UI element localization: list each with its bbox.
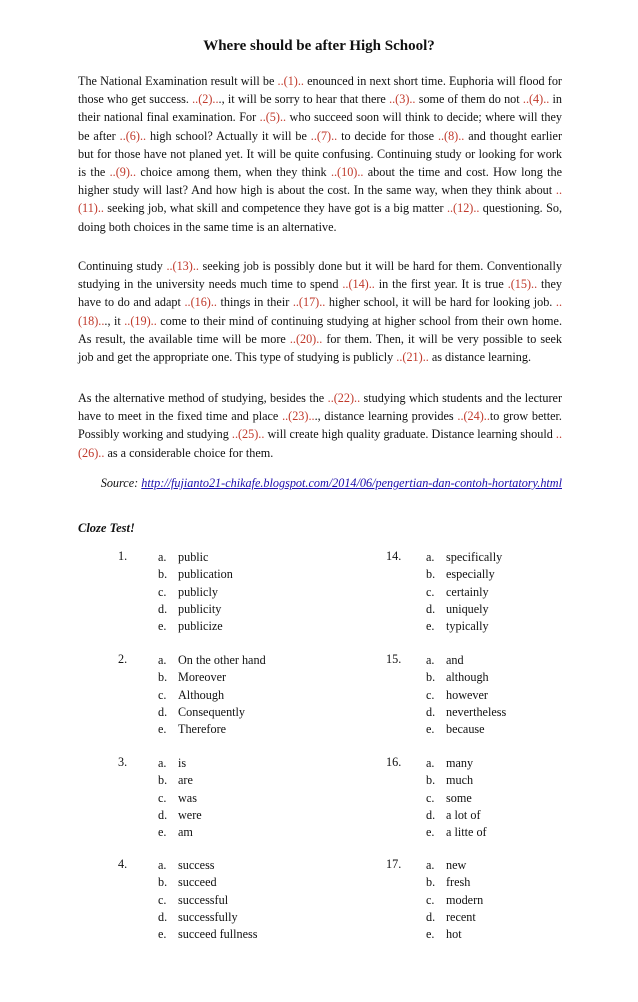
option-letter: c. xyxy=(158,790,167,805)
option-letter: a. xyxy=(426,653,435,667)
option-letter: e. xyxy=(158,927,167,942)
paragraph-text: some of them do not xyxy=(415,92,523,107)
question-number: 1. xyxy=(118,549,128,563)
answer-option[interactable] xyxy=(426,721,506,738)
option-text: however xyxy=(446,687,488,702)
option-letter: e. xyxy=(426,927,435,942)
option-letter: b. xyxy=(158,567,168,582)
answer-option[interactable] xyxy=(426,807,487,824)
option-text: hot xyxy=(446,927,462,942)
option-letter: b. xyxy=(426,670,436,685)
paragraph-text: to grow better. Possibly working and studying xyxy=(78,409,562,442)
option-letter: b. xyxy=(426,875,436,890)
paragraph-text: ., distance learning provides xyxy=(314,409,458,424)
option-letter: b. xyxy=(426,567,436,582)
answer-option[interactable] xyxy=(158,566,233,583)
option-text: successful xyxy=(178,892,229,907)
answer-option[interactable] xyxy=(158,824,202,841)
option-text: and xyxy=(446,653,464,667)
option-text: although xyxy=(446,670,489,685)
option-list xyxy=(158,652,266,738)
paragraph-text: ., it will be sorry to hear that there xyxy=(218,92,390,107)
option-letter: c. xyxy=(158,584,167,599)
blank-marker: ..(16).. xyxy=(184,295,217,310)
paragraph-text: seeking job, what skill and competence they have got is a big matter xyxy=(103,201,447,216)
question-number: 16. xyxy=(386,755,402,769)
option-text: publicly xyxy=(178,584,218,599)
blank-marker: ..(17).. xyxy=(292,295,326,310)
answer-option[interactable] xyxy=(426,618,502,635)
answer-option[interactable] xyxy=(426,926,483,943)
option-text: Therefore xyxy=(178,722,227,737)
answer-option[interactable] xyxy=(426,549,502,566)
answer-option[interactable] xyxy=(158,772,202,789)
option-text: publication xyxy=(178,567,233,582)
paragraph-text: things in their xyxy=(216,295,293,310)
option-list xyxy=(426,857,483,943)
option-text: many xyxy=(446,756,474,770)
blank-marker: ..(14).. xyxy=(342,277,375,292)
paragraph-text: who succeed soon will think to decide; where will they be after xyxy=(78,110,562,143)
source-link[interactable]: http://fujianto21-chikafe.blogspot.com/2014/06/pengertian-dan-contoh-hortatory.html xyxy=(141,476,562,490)
option-text: nevertheless xyxy=(446,704,507,719)
blank-marker: ..(25).. xyxy=(231,427,265,442)
paragraph-text: As the alternative method of studying, besides the xyxy=(78,391,328,405)
paragraph-2 xyxy=(78,257,562,366)
option-letter: d. xyxy=(426,909,436,924)
option-letter: d. xyxy=(158,807,168,822)
answer-option[interactable] xyxy=(158,704,266,721)
answer-option[interactable] xyxy=(426,874,483,891)
blank-marker: ..(2).. xyxy=(192,92,219,107)
paragraph-3 xyxy=(78,389,562,462)
question-number: 4. xyxy=(118,857,128,871)
option-letter: b. xyxy=(158,875,168,890)
option-text: uniquely xyxy=(446,601,489,616)
answer-option[interactable] xyxy=(426,566,502,583)
option-text: successfully xyxy=(178,909,238,924)
paragraph-text: The National Examination result will be xyxy=(78,74,278,88)
question-number: 14. xyxy=(386,549,402,563)
answer-option[interactable] xyxy=(158,669,266,686)
option-letter: e. xyxy=(426,825,435,840)
answer-option[interactable] xyxy=(158,652,266,669)
option-letter: a. xyxy=(426,858,435,872)
option-letter: d. xyxy=(158,704,168,719)
paragraph-text: higher school, it will be hard for looking job. xyxy=(325,295,556,310)
blank-marker: ..(21).. xyxy=(396,350,429,365)
option-list xyxy=(426,755,487,841)
answer-option[interactable] xyxy=(426,772,487,789)
option-letter: b. xyxy=(158,773,168,788)
paragraph-1 xyxy=(78,72,562,236)
answer-option[interactable] xyxy=(158,584,233,601)
source-citation xyxy=(78,474,562,492)
option-letter: c. xyxy=(426,790,435,805)
blank-marker: ..(9).. xyxy=(109,165,137,180)
answer-option[interactable] xyxy=(158,857,258,874)
option-text: Moreover xyxy=(178,670,227,685)
option-letter: c. xyxy=(158,687,167,702)
option-letter: e. xyxy=(158,825,167,840)
blank-marker: .(15).. xyxy=(507,277,538,292)
option-text: public xyxy=(178,550,209,564)
option-text: Although xyxy=(178,687,225,702)
answer-option[interactable] xyxy=(158,874,258,891)
option-letter: e. xyxy=(158,722,167,737)
paragraph-text: come to their mind of continuing studying at higher school from their own home. As result, the available time will be more xyxy=(78,313,562,346)
paragraph-text: they have to do and adapt xyxy=(78,277,562,310)
option-letter: b. xyxy=(158,670,168,685)
blank-marker: ..(23).. xyxy=(282,409,315,424)
option-letter: d. xyxy=(158,909,168,924)
option-letter: a. xyxy=(158,550,167,564)
blank-marker: ..(18).. xyxy=(78,295,562,328)
option-letter: a. xyxy=(426,550,435,564)
question-number: 3. xyxy=(118,755,128,769)
answer-option[interactable] xyxy=(426,687,506,704)
answer-option[interactable] xyxy=(426,652,506,669)
paragraph-text: will create high quality graduate. Distance learning should xyxy=(264,427,556,442)
answer-option[interactable] xyxy=(158,549,233,566)
option-letter: d. xyxy=(158,601,168,616)
blank-marker: ..(11).. xyxy=(78,183,562,216)
blank-marker: ..(24).. xyxy=(457,409,490,424)
answer-option[interactable] xyxy=(426,909,483,926)
answer-option[interactable] xyxy=(426,824,487,841)
option-text: a lot of xyxy=(446,807,481,822)
question-number: 17. xyxy=(386,857,402,871)
option-letter: c. xyxy=(426,584,435,599)
answer-option[interactable] xyxy=(158,892,258,909)
option-letter: d. xyxy=(426,601,436,616)
blank-marker: ..(8).. xyxy=(437,128,465,143)
option-text: Consequently xyxy=(178,704,246,719)
option-text: are xyxy=(178,773,193,788)
blank-marker: ..(6).. xyxy=(119,128,147,143)
answer-option[interactable] xyxy=(426,892,483,909)
option-letter: e. xyxy=(158,619,167,634)
option-letter: c. xyxy=(426,687,435,702)
option-text: much xyxy=(446,773,474,788)
blank-marker: ..(1).. xyxy=(277,74,304,88)
answer-option[interactable] xyxy=(426,704,506,721)
option-text: was xyxy=(178,790,197,805)
option-text: succeed xyxy=(178,875,217,890)
blank-marker: ..(20).. xyxy=(289,331,323,346)
answer-option[interactable] xyxy=(426,857,483,874)
paragraph-text: questioning. So, doing both choices in the same time is an alternative. xyxy=(78,201,562,234)
option-letter: c. xyxy=(426,892,435,907)
option-list xyxy=(426,652,506,738)
answer-option[interactable] xyxy=(158,755,202,772)
option-text: recent xyxy=(446,909,476,924)
option-list xyxy=(158,755,202,841)
option-letter: e. xyxy=(426,722,435,737)
answer-option[interactable] xyxy=(426,584,502,601)
blank-marker: ..(13).. xyxy=(166,259,199,273)
option-text: publicize xyxy=(178,619,223,634)
option-text: succeed fullness xyxy=(178,927,258,942)
option-letter: d. xyxy=(426,807,436,822)
paragraph-text: seeking job is possibly done but it will be hard for them. Conventionally studying in the university needs much time to spend xyxy=(78,259,563,292)
option-letter: a. xyxy=(158,858,167,872)
paragraph-text: choice among them, when they think xyxy=(136,165,331,180)
option-text: fresh xyxy=(446,875,471,890)
paragraph-text: studying which students and the lecturer have to meet in the fixed time and place xyxy=(78,391,562,424)
paragraph-text: Continuing study xyxy=(78,259,167,273)
source-label: Source: xyxy=(100,476,142,490)
blank-marker: ..(26).. xyxy=(78,427,562,460)
blank-marker: ..(12).. xyxy=(446,201,480,216)
question-number: 2. xyxy=(118,652,128,666)
option-list xyxy=(158,857,258,943)
answer-option[interactable] xyxy=(158,807,202,824)
paragraph-text: about the time and cost. How long the higher study will last? And how high is about the cost. In the same way, when they think about xyxy=(78,165,562,198)
blank-marker: ..(22).. xyxy=(327,391,361,405)
option-text: On the other hand xyxy=(178,653,266,667)
blank-marker: ..(4).. xyxy=(522,92,550,107)
blank-marker: ..(7).. xyxy=(310,128,338,143)
option-letter: a. xyxy=(158,756,167,770)
option-text: typically xyxy=(446,619,489,634)
paragraph-text: in the first year. It is true xyxy=(374,277,508,292)
answer-option[interactable] xyxy=(158,926,258,943)
answer-option[interactable] xyxy=(426,669,506,686)
answer-option[interactable] xyxy=(426,755,487,772)
option-letter: a. xyxy=(426,756,435,770)
option-text: publicity xyxy=(178,601,222,616)
option-letter: e. xyxy=(426,619,435,634)
option-text: a litte of xyxy=(446,825,487,840)
option-text: new xyxy=(446,858,467,872)
answer-option[interactable] xyxy=(158,687,266,704)
option-text: because xyxy=(446,722,485,737)
answer-option[interactable] xyxy=(158,909,258,926)
answer-option[interactable] xyxy=(158,618,233,635)
option-text: modern xyxy=(446,892,484,907)
option-list xyxy=(426,549,502,635)
question-number: 15. xyxy=(386,652,402,666)
paragraph-text: as a considerable choice for them. xyxy=(104,445,274,460)
paragraph-text: enounced in next short time. Euphoria will flood for those who get success. xyxy=(78,74,562,107)
option-letter: d. xyxy=(426,704,436,719)
option-letter: c. xyxy=(158,892,167,907)
option-text: am xyxy=(178,825,193,840)
option-text: especially xyxy=(446,567,495,582)
option-text: is xyxy=(178,756,187,770)
blank-marker: ..(5).. xyxy=(259,110,287,125)
paragraph-text: for them. Then, it will be very possible to seek job and get the appropriate one. This type of studying is publicly xyxy=(78,331,562,365)
option-text: certainly xyxy=(446,584,489,599)
paragraph-text: in their national final examination. For xyxy=(78,92,563,125)
paragraph-text: high school? Actually it will be xyxy=(146,128,311,143)
answer-option[interactable] xyxy=(158,601,233,618)
cloze-test-heading: Cloze Test! xyxy=(78,521,135,535)
option-text: were xyxy=(178,807,202,822)
blank-marker: ..(10).. xyxy=(330,165,364,180)
paragraph-text: and thought earlier but for those have not planed yet. It will be quite confusing. Continuing study or looking for work is the xyxy=(78,128,563,180)
option-text: success xyxy=(178,858,215,872)
answer-option[interactable] xyxy=(158,721,266,738)
answer-option[interactable] xyxy=(426,790,487,807)
option-text: some xyxy=(446,790,472,805)
option-text: specifically xyxy=(446,550,503,564)
option-letter: b. xyxy=(426,773,436,788)
blank-marker: ..(19).. xyxy=(124,313,157,328)
paragraph-text: to decide for those xyxy=(337,128,438,143)
paragraph-text: as distance learning. xyxy=(428,350,531,365)
blank-marker: ..(3).. xyxy=(389,92,416,107)
answer-option[interactable] xyxy=(158,790,202,807)
answer-option[interactable] xyxy=(426,601,502,618)
document-title: Where should be after High School? xyxy=(203,38,435,54)
paragraph-text: ., it xyxy=(104,313,125,328)
option-letter: a. xyxy=(158,653,167,667)
option-list xyxy=(158,549,233,635)
